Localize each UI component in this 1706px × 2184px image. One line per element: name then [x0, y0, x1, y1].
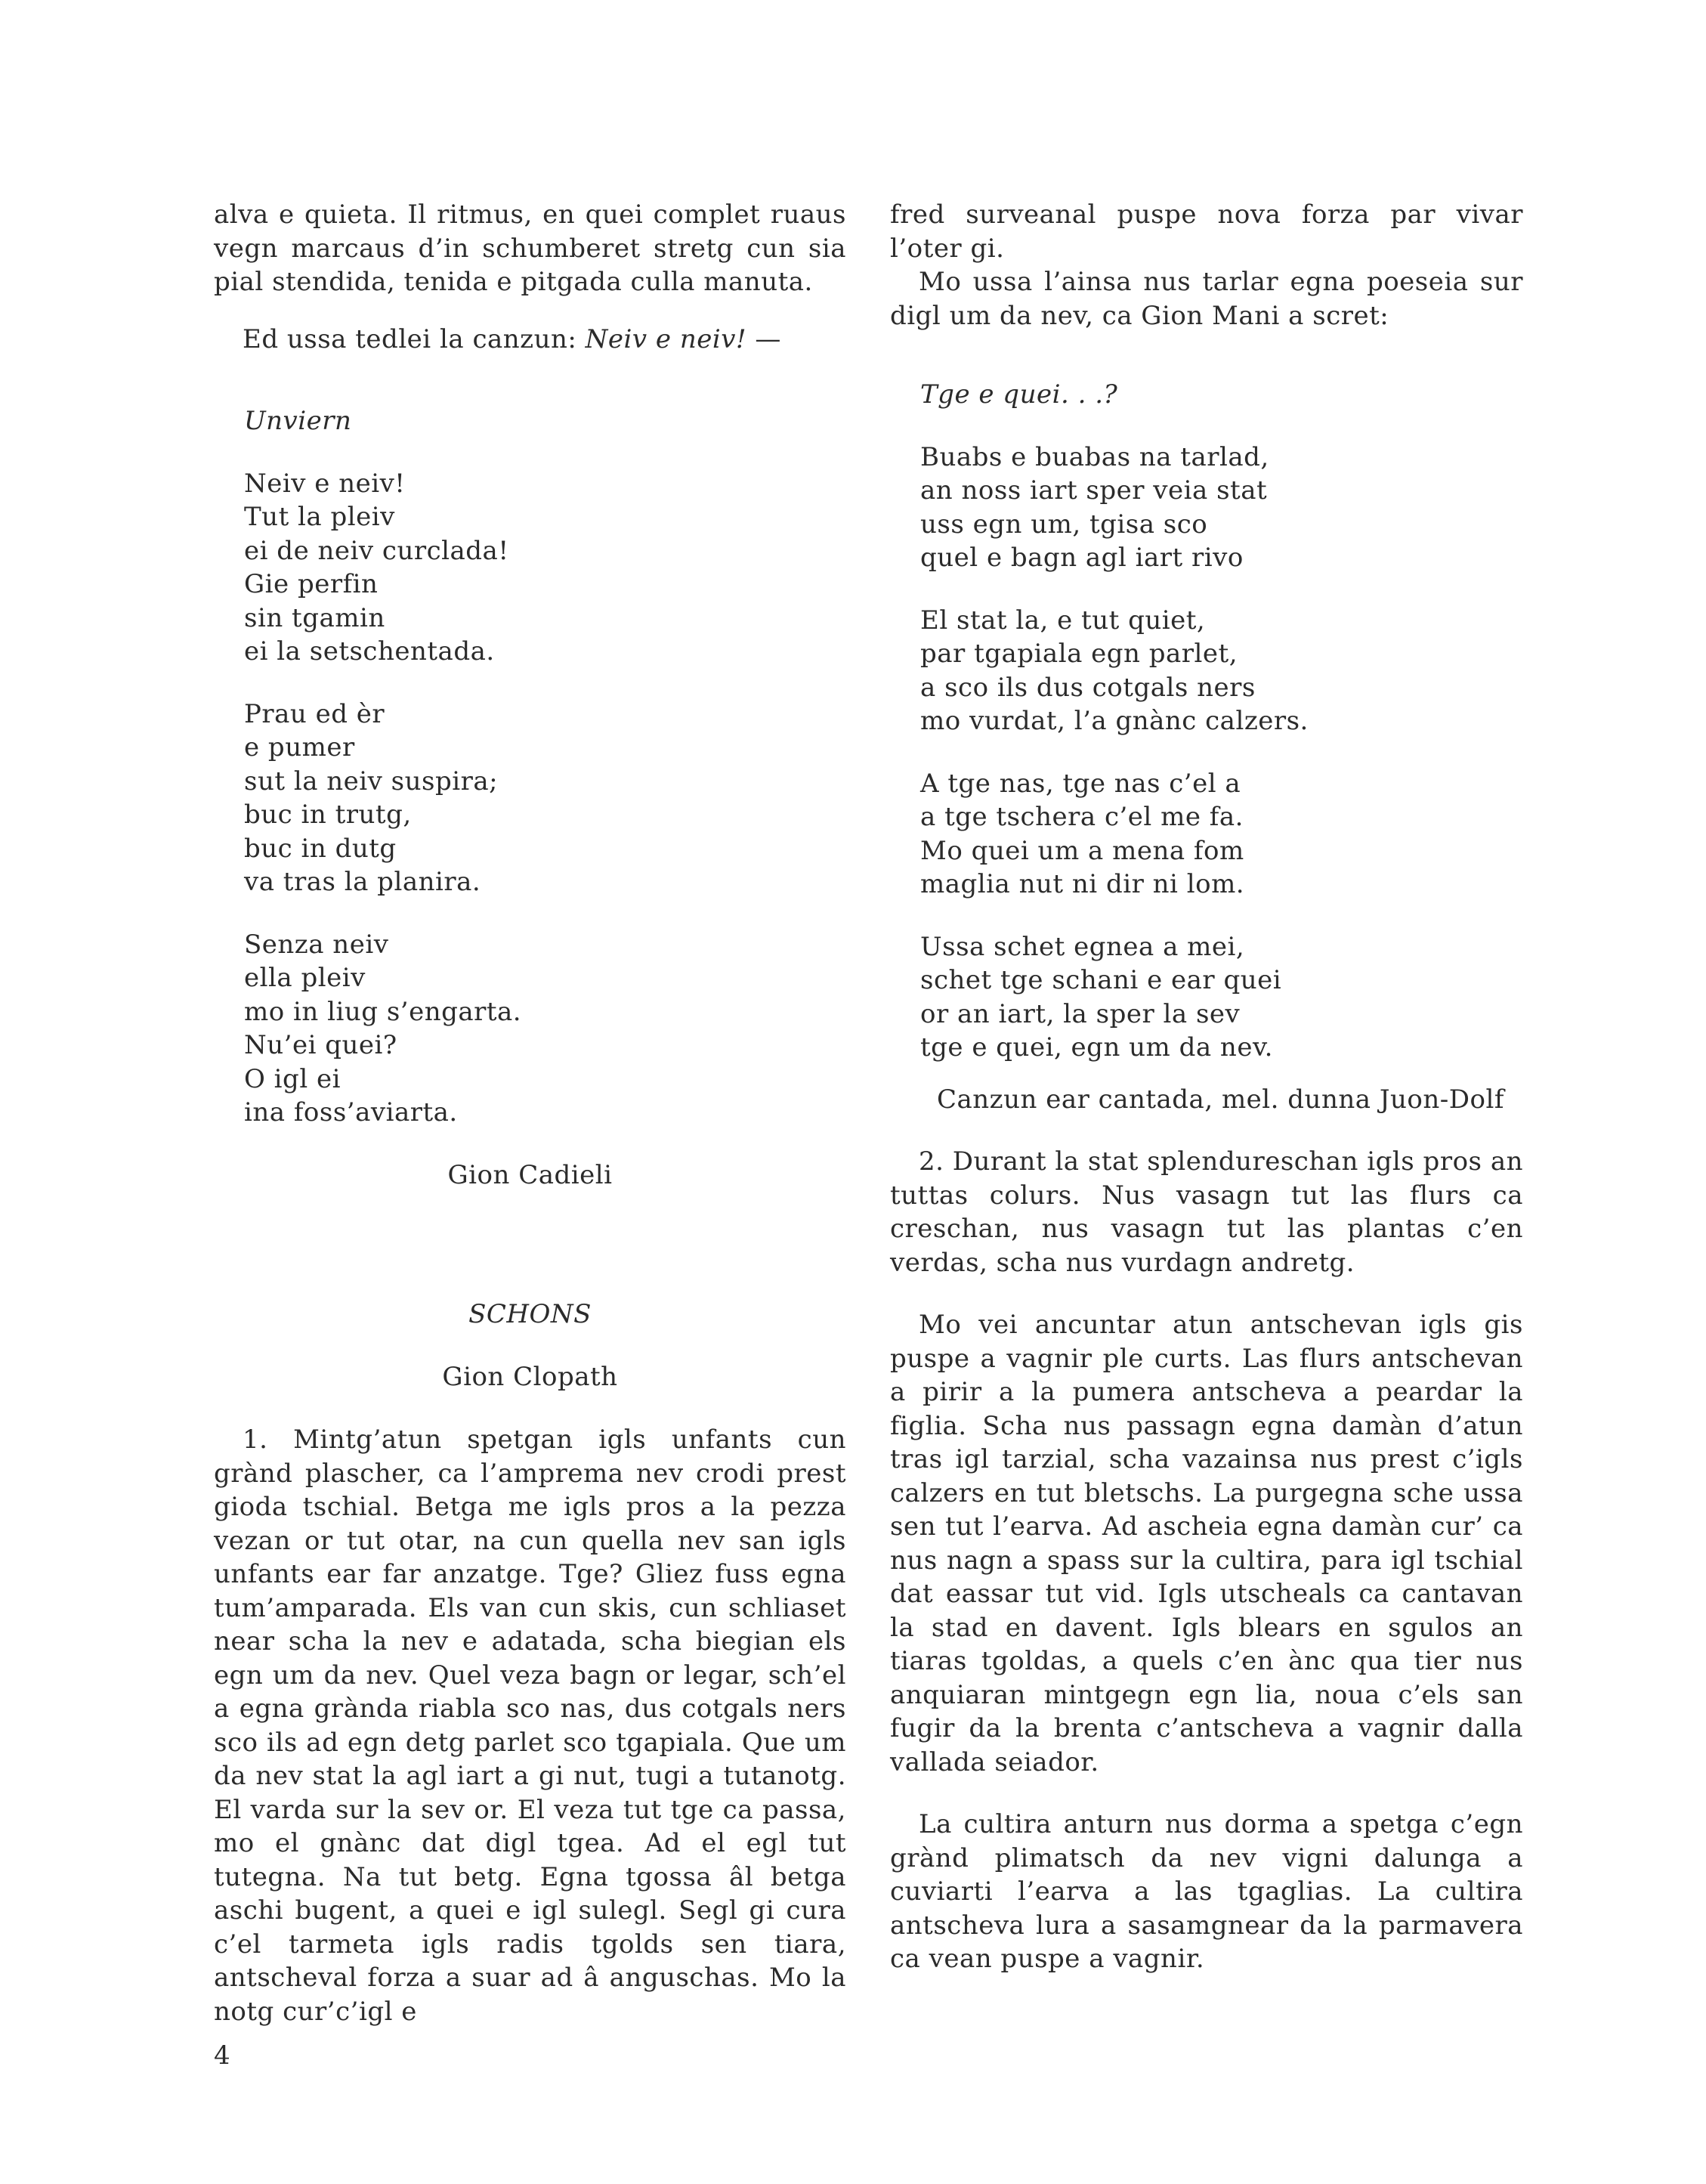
text-line: egna damàn cur’ ca nus nagn a spass sur la cultira,	[890, 1511, 1524, 1576]
text-line: grànd plimatsch da nev vigni dalunga a cuviarti	[890, 1842, 1523, 1907]
verse-line: buc in dutg	[244, 833, 397, 864]
verse-line: El stat la, e tut quiet,	[920, 605, 1206, 636]
text-line: stendida, tenida e pitgada culla manuta.	[272, 267, 813, 297]
text-line: tschial. Betga me igls pros a la pezza vezan or tut	[214, 1492, 846, 1556]
verse-line: Nu’ei quei?	[244, 1030, 397, 1060]
poem-note: Canzun ear cantada, mel. dunna Juon-Dolf	[937, 1084, 1504, 1115]
text-line: tugi a tutanotg. El varda sur la sev or. El veza tut	[214, 1761, 847, 1825]
text-line: plascher, ca l’amprema nev crodi prest gioda	[214, 1458, 846, 1522]
text-line: vagnir.	[1113, 1944, 1205, 1974]
verse-line: par tgapiala egn parlet,	[920, 639, 1238, 669]
text-line: 1. Mintg’atun spetgan igls unfants cun grànd	[214, 1425, 846, 1489]
verse-line: ei la setschentada.	[244, 636, 495, 667]
verse-line: Buabs e buabas na tarlad,	[920, 441, 1269, 472]
verse-line: ella pleiv	[244, 963, 366, 993]
text-line: adatada, scha biegian els egn um da nev. Quel	[214, 1626, 846, 1691]
verse-line: Senza neiv	[244, 929, 389, 960]
verse-line: or an iart, la sper la sev	[920, 998, 1241, 1029]
text-line: gi.	[970, 233, 1005, 264]
body-paragraph	[890, 1808, 1523, 1976]
verse-line: Mo quei um a mena fom	[920, 835, 1244, 866]
text-line: nus vasagn tut las plantas c’en verdas, scha nus	[890, 1214, 1524, 1278]
poem-stanza	[214, 467, 846, 669]
text-line: purgegna sche ussa sen tut l’earva. Ad ascheia	[890, 1477, 1524, 1542]
text-line: la pumera antscheva a peardar la figlia. Scha nus	[890, 1377, 1523, 1441]
text-line: tarmeta igls radis tgolds sen tiara, antscheval	[214, 1929, 846, 1993]
text-line: para igl tschial dat eassar tut vid. Igls utscheals ca	[890, 1545, 1524, 1609]
poem-stanza	[890, 930, 1523, 1065]
verse-line: uss egn um, tgisa sco	[920, 509, 1208, 540]
verse-line: A tge nas, tge nas c’el a	[920, 768, 1241, 799]
verse-line: ina foss’aviarta.	[244, 1097, 458, 1128]
text-line: tut tutegna. Na tut betg. Egna tgossa âl betga	[214, 1828, 847, 1892]
verse-line: schet tge schani e ear quei	[920, 965, 1282, 995]
text-line: fred surveanal puspe nova forza par vivar l’oter	[890, 200, 1523, 264]
verse-line: an noss iart sper veia stat	[920, 475, 1268, 506]
verse-line: e pumer	[244, 732, 355, 763]
text-line: tge ca passa, mo el gnànc dat digl tgea. Ad el egl	[214, 1794, 846, 1858]
text-line: van cun skis, cun schliaset near scha la nev e	[214, 1592, 846, 1657]
text-line: La cultira anturn nus dorma a spetga c’egn	[919, 1809, 1523, 1839]
verse-line: sut la neiv suspira;	[244, 766, 499, 797]
text-line: um da nev, ca Gion Mani a scret:	[949, 300, 1389, 331]
text-line: alva e quieta. Il ritmus, en quei complet ruaus	[214, 200, 846, 230]
verse-line: buc in trutg,	[244, 800, 412, 830]
verse-line: va tras la planira.	[244, 867, 481, 897]
left-column	[214, 198, 846, 2028]
text-line: veza bagn or legar, sch’el a egna grànda riabla sco	[214, 1660, 846, 1724]
text-line: a vagnir ple curts. Las flurs antschevan a pirir a	[890, 1343, 1524, 1407]
right-column	[890, 198, 1523, 1976]
text-line: tgapiala. Que um da nev stat la agl iart a gi nut,	[214, 1727, 846, 1791]
text-line: l’earva a las tgaglias. La cultira antscheva lura a	[890, 1876, 1524, 1941]
verse-line: Prau ed èr	[244, 698, 385, 729]
poem-stanza	[214, 928, 846, 1130]
verse-line: sin tgamin	[244, 602, 385, 633]
lead-line: Ed ussa tedlei la canzun: Neiv e neiv! —	[243, 323, 781, 354]
text-line: tuttas colurs. Nus vasagn tut las flurs ca creschan,	[890, 1180, 1523, 1244]
verse-line: Gie perfin	[244, 569, 379, 599]
poem-stanza	[890, 441, 1523, 575]
body-paragraph	[214, 1423, 846, 2028]
poem-stanza	[214, 698, 846, 899]
verse-line: a sco ils dus cotgals ners	[920, 672, 1256, 703]
text-line: passagn egna damàn d’atun tras igl tarzial, scha	[890, 1410, 1523, 1474]
section-author: Gion Clopath	[442, 1361, 618, 1392]
verse-line: a tge tschera c’el me fa.	[920, 802, 1244, 832]
text-line: an tiaras tgoldas, a quels c’en ànc qua tier nus	[890, 1612, 1523, 1676]
text-line: otar, na cun quella nev san igls unfants ear far	[214, 1525, 847, 1589]
verse-line: tge e quei, egn um da nev.	[920, 1032, 1273, 1063]
verse-line: mo vurdat, l’a gnànc calzers.	[920, 706, 1309, 736]
text-line: sasamgnear da la parmavera ca vean puspe a	[890, 1910, 1523, 1974]
verse-line: Ussa schet egnea a mei,	[920, 931, 1245, 962]
text-line: vegn marcaus d’in schumberet stretg cun sia pial	[214, 233, 846, 297]
text-line: forza a suar ad â anguschas. Mo la notg cur’c’igl e	[214, 1963, 846, 2027]
continued-paragraph	[890, 198, 1523, 265]
page-number: 4	[214, 2040, 230, 2071]
poem-stanza	[890, 604, 1523, 738]
song-reference: Neiv e neiv!	[585, 323, 747, 354]
text-line: Mo ussa l’ainsa nus tarlar egna poeseia sur digl	[890, 267, 1523, 331]
intro-paragraph	[214, 198, 846, 299]
poem-author: Gion Cadieli	[447, 1159, 613, 1190]
text-line: 2. Durant la stat splendureschan igls pros an	[919, 1146, 1523, 1177]
text-line: seiador.	[994, 1746, 1099, 1777]
body-paragraph	[890, 1145, 1523, 1279]
text-line: Mo vei ancuntar atun antschevan igls gis puspe	[890, 1310, 1523, 1374]
verse-line: quel e bagn agl iart rivo	[920, 543, 1244, 573]
poem-stanza	[890, 767, 1523, 902]
text-line: cantavan la stad en davent. Igls blears en sgulos	[890, 1579, 1523, 1643]
verse-line: maglia nut ni dir ni lom.	[920, 869, 1245, 899]
text-line: vazainsa nus prest c’igls calzers en tut bletschs. La	[890, 1444, 1524, 1508]
intro-paragraph	[890, 265, 1523, 333]
section-title: SCHONS	[468, 1299, 592, 1329]
text-line: nas, dus cotgals ners sco ils ad egn detg parlet sco	[214, 1694, 847, 1758]
text-line: aschi bugent, a quei e igl sulegl. Segl gi cura c’el	[214, 1895, 846, 1960]
verse-line: Tut la pleiv	[244, 502, 395, 532]
text-line: da la brenta c’antscheva a vagnir dalla vallada	[890, 1713, 1523, 1777]
text-line: vurdagn andretg.	[1121, 1247, 1355, 1278]
verse-line: mo in liug s’engarta.	[244, 996, 522, 1027]
poem-title: Unviern	[244, 406, 352, 436]
verse-line: Neiv e neiv!	[244, 468, 406, 499]
body-paragraph	[890, 1308, 1523, 1779]
text-line: anquiaran mintgegn egn lia, noua c’els san fugir	[890, 1679, 1523, 1743]
text-line: anzatge. Tge? Gliez fuss egna tum’amparada. Els	[214, 1559, 847, 1623]
verse-line: ei de neiv curclada!	[244, 535, 509, 566]
verse-line: O igl ei	[244, 1063, 341, 1094]
poem-title: Tge e quei. . .?	[920, 379, 1118, 410]
